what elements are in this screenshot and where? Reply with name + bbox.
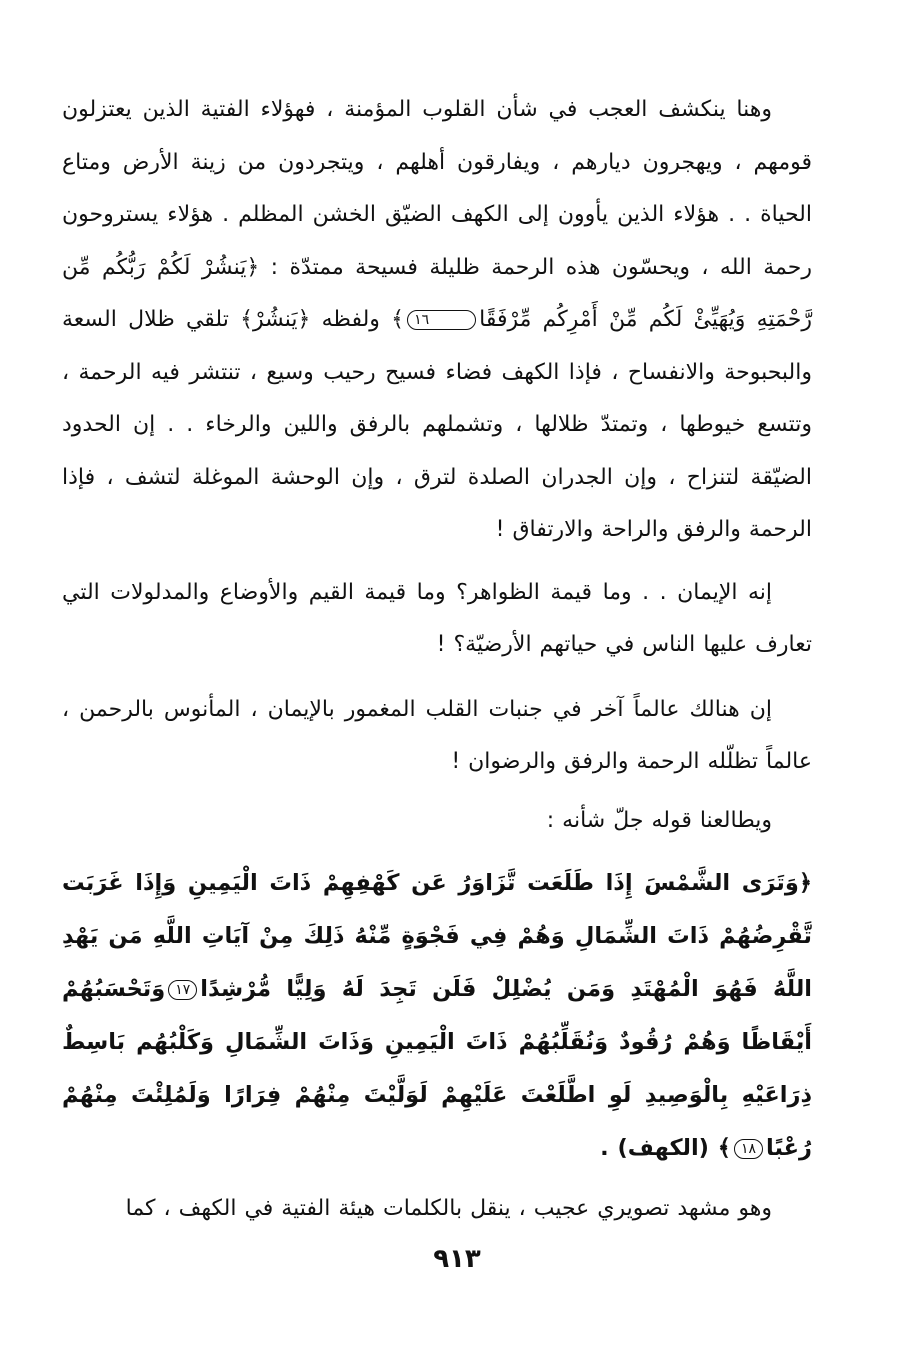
paragraph-text: وهنا ينكشف العجب في شأن القلوب المؤمنة ، فهؤلاء الفتية الذين يعتزلون قومهم ، ويهجرون ديارهم ، ويفارقون أهلهم ، ويتجردون من زينة الأرض ومتاع الحياة . . هؤلاء الذين يأوون إلى الكهف الضيّق الخشن المظلم . هؤلاء يستروحون رحمة الله ، ويحسّون هذه الرحمة ظليلة فسيحة ممتدّة : ﴿يَنشُرْ لَكُمْ رَبُّكُم مِّن رَّحْمَتِهِ وَيُهَيِّئْ لَكُم مِّنْ أَمْرِكُم مِّرْفَقًا bbox=[62, 97, 813, 332]
paragraph-text: ﴾ ولفظه ﴿يَنشُرْ﴾ تلقي ظلال السعة والبحبوحة والانفساح ، فإذا الكهف فضاء فسيح رحيب وسيع ، تنتشر فيه الرحمة ، وتتسع خيوطها ، وتمتدّ ظلالها ، وتشملهم بالرفق واللين والرخاء . . إن الحدود الضيّقة لتنزاح ، وإن الجدران الصلدة لترق ، وإن الوحشة الموغلة لتشف ، فإذا الرحمة والرفق والراحة والارتفاق ! bbox=[62, 307, 812, 542]
paragraph-cave-mercy bbox=[62, 84, 812, 557]
verse-source: ﴾ (الكهف) . bbox=[600, 1135, 731, 1161]
paragraph-intro-verse: ويطالعنا قوله جلّ شأنه : bbox=[546, 807, 772, 833]
verse-number-18: ١٨ bbox=[734, 1139, 763, 1159]
verse-text: ﴿وَتَرَى الشَّمْسَ إِذَا طَلَعَت تَّزَاوَرُ عَن كَهْفِهِمْ ذَاتَ الْيَمِينِ وَإِذَا غَرَبَت تَّقْرِضُهُمْ ذَاتَ الشِّمَالِ وَهُمْ فِي فَجْوَةٍ مِّنْهُ ذَلِكَ مِنْ آيَاتِ اللَّهِ مَن يَهْدِ اللَّهُ فَهُوَ الْمُهْتَدِ وَمَن يُضْلِلْ فَلَن تَجِدَ لَهُ وَلِيًّا مُّرْشِدًا bbox=[62, 870, 812, 1002]
page-body bbox=[62, 84, 812, 1236]
verse-number-17: ١٧ bbox=[168, 980, 197, 1000]
verse-text: وَتَحْسَبُهُمْ أَيْقَاظًا وَهُمْ رُقُودٌ وَنُقَلِّبُهُمْ ذَاتَ الْيَمِينِ وَذَاتَ الشِّمَالِ وَكَلْبُهُم بَاسِطٌ ذِرَاعَيْهِ بِالْوَصِيدِ لَوِ اطَّلَعْتَ عَلَيْهِمْ لَوَلَّيْتَ مِنْهُمْ فِرَارًا وَلَمُلِئْتَ مِنْهُمْ رُعْبًا bbox=[62, 976, 812, 1161]
verse-number-16: ١٦ bbox=[407, 310, 476, 330]
paragraph-another-world: إن هنالك عالماً آخر في جنبات القلب المغمور بالإيمان ، المأنوس بالرحمن ، عالماً تظلّله الرحمة والرفق والرضوان ! bbox=[62, 696, 812, 774]
quran-verse-block bbox=[62, 857, 812, 1175]
paragraph-faith: إنه الإيمان . . وما قيمة الظواهر؟ وما قيمة القيم والأوضاع والمدلولات التي تعارف عليها الناس في حياتهم الأرضيّة؟ ! bbox=[62, 579, 812, 657]
paragraph-scene: وهو مشهد تصويري عجيب ، ينقل بالكلمات هيئة الفتية في الكهف ، كما bbox=[125, 1196, 772, 1221]
page-number: ٩١٣ bbox=[433, 1244, 481, 1274]
